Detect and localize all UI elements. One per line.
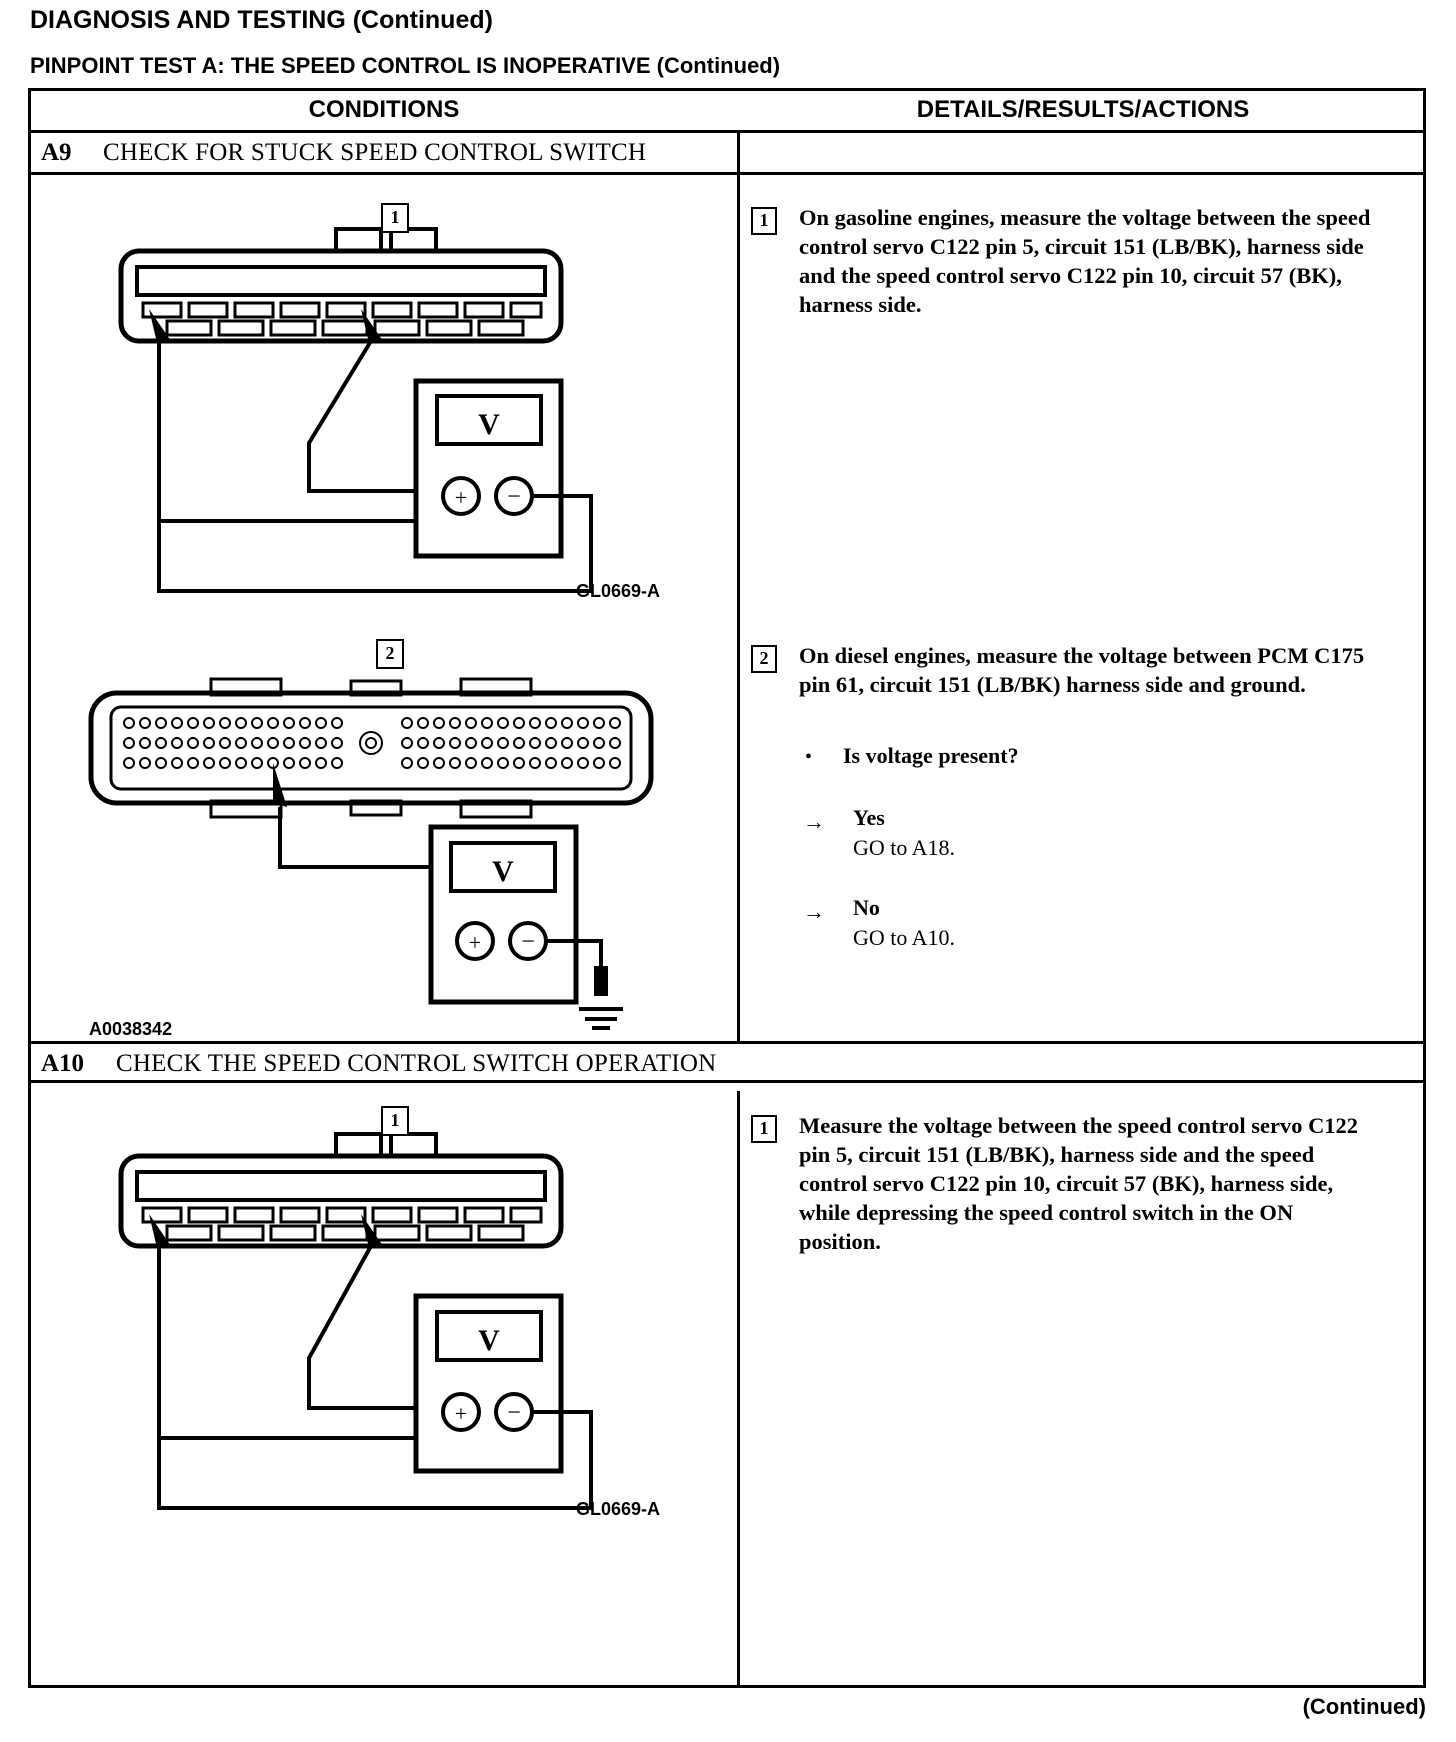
figure-caption-a0038342: A0038342 — [89, 1019, 173, 1039]
column-header-conditions: CONDITIONS — [308, 96, 460, 123]
result-action-no: GO to A10. — [853, 925, 956, 950]
detail-number-2: 2 — [751, 645, 777, 673]
detail-number-1: 1 — [751, 207, 777, 235]
step-title-a9: CHECK FOR STUCK SPEED CONTROL SWITCH — [103, 139, 647, 166]
svg-text:−: − — [521, 929, 535, 955]
detail-text-2: On diesel engines, measure the voltage between PCM C175 pin 61, circuit 151 (LB/BK) harness side and ground. — [799, 643, 1365, 697]
pinpoint-test-title: PINPOINT TEST A: THE SPEED CONTROL IS INOPERATIVE (Continued) — [30, 53, 781, 78]
step-bar-a9 — [31, 133, 1423, 175]
detail-question-a9: Is voltage present? — [843, 743, 1019, 768]
bullet-icon: • — [805, 746, 813, 768]
figure-caption-gl0669a-2: GL0669-A — [576, 1499, 661, 1519]
figure-callout-a10-1: 1 — [381, 1106, 409, 1136]
figure-caption-gl0669a-1: GL0669-A — [576, 581, 661, 601]
svg-text:V: V — [478, 408, 500, 441]
detail-text-1: On gasoline engines, measure the voltage between the speed control servo C122 pin 5, circuit 151 (LB/BK), harness side and the speed control servo C122 pin 10, circuit 57 (BK), harness side. — [799, 205, 1371, 317]
arrow-icon-yes: → — [803, 809, 825, 834]
arrow-icon-no: → — [803, 899, 825, 924]
detail-a9-1 — [751, 203, 1371, 319]
table-header-row — [31, 91, 1423, 133]
svg-text:+: + — [454, 485, 468, 510]
figure-diesel-pcm-connector — [51, 631, 711, 1041]
svg-text:V: V — [478, 1324, 500, 1357]
svg-text:+: + — [468, 930, 482, 955]
result-answer-yes: Yes — [853, 805, 885, 830]
svg-text:−: − — [507, 1400, 521, 1426]
detail-a10-1 — [751, 1111, 1371, 1256]
step-title-a10: CHECK THE SPEED CONTROL SWITCH OPERATION — [116, 1050, 717, 1077]
svg-text:V: V — [492, 855, 514, 888]
detail-number-a10-1: 1 — [751, 1115, 777, 1143]
svg-text:−: − — [507, 484, 521, 510]
figure-switch-operation-connector — [71, 1096, 691, 1556]
figure-gasoline-servo-connector — [71, 191, 691, 636]
result-action-yes: GO to A18. — [853, 835, 956, 860]
step-code-a9: A9 — [41, 139, 72, 166]
detail-a9-2 — [751, 641, 1371, 699]
diagnostic-table — [28, 88, 1426, 1688]
svg-text:+: + — [454, 1401, 468, 1426]
continued-note: (Continued) — [1302, 1694, 1426, 1719]
column-header-details: DETAILS/RESULTS/ACTIONS — [916, 96, 1250, 123]
column-divider-a10 — [737, 1091, 740, 1688]
step-code-a10: A10 — [41, 1050, 85, 1077]
detail-text-a10-1: Measure the voltage between the speed control servo C122 pin 5, circuit 151 (LB/BK), harness side and the speed control servo C122 pin 10, circuit 57 (BK), harness side, while depressing the speed control switch in the ON position. — [799, 1113, 1359, 1254]
figure-callout-2: 2 — [376, 639, 404, 669]
column-divider-a9 — [737, 133, 740, 1041]
figure-callout-1: 1 — [381, 203, 409, 233]
step-bar-a10 — [31, 1041, 1423, 1083]
page-title: DIAGNOSIS AND TESTING (Continued) — [30, 6, 493, 34]
result-answer-no: No — [853, 895, 880, 920]
